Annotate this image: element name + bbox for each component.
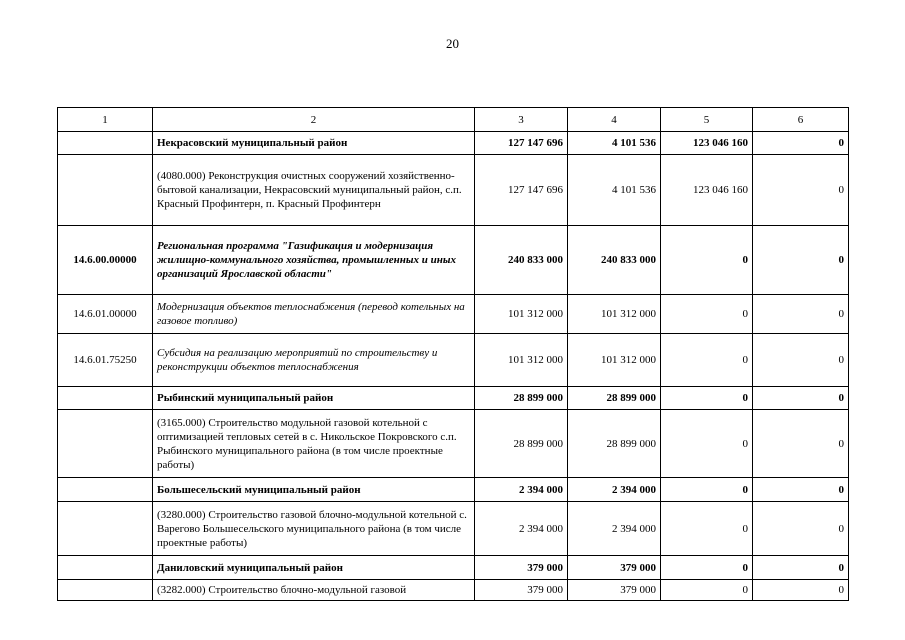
cell-col3: 379 000 xyxy=(475,580,568,601)
cell-col5: 0 xyxy=(661,387,753,410)
cell-col6: 0 xyxy=(753,155,849,226)
cell-col3: 240 833 000 xyxy=(475,226,568,295)
row-code xyxy=(58,410,153,478)
cell-col5: 0 xyxy=(661,556,753,580)
row-name: (3280.000) Строительство газовой блочно-модульной котельной с. Варегово Большесельского муниципального района (в том числе проектные работы) xyxy=(153,502,475,556)
table-row xyxy=(58,502,849,556)
cell-col3: 28 899 000 xyxy=(475,410,568,478)
table-row xyxy=(58,580,849,601)
cell-col5: 0 xyxy=(661,502,753,556)
cell-col4: 240 833 000 xyxy=(568,226,661,295)
cell-col4: 101 312 000 xyxy=(568,334,661,387)
cell-col6: 0 xyxy=(753,502,849,556)
row-code: 14.6.01.00000 xyxy=(58,295,153,334)
cell-col6: 0 xyxy=(753,295,849,334)
row-name: (4080.000) Реконструкция очистных сооружений хозяйственно-бытовой канализации, Некрасовский муниципальный район, с.п. Красный Профинтерн, п. Красный Профинтерн xyxy=(153,155,475,226)
table-row xyxy=(58,387,849,410)
row-code xyxy=(58,155,153,226)
row-code xyxy=(58,556,153,580)
row-code xyxy=(58,132,153,155)
cell-col4: 2 394 000 xyxy=(568,478,661,502)
cell-col6: 0 xyxy=(753,478,849,502)
row-name: (3165.000) Строительство модульной газовой котельной с оптимизацией тепловых сетей в с. Никольское Покровского с.п. Рыбинского муниципального района (в том числе проектные работы) xyxy=(153,410,475,478)
table-row xyxy=(58,556,849,580)
column-header: 5 xyxy=(661,108,753,132)
cell-col5: 0 xyxy=(661,580,753,601)
cell-col6: 0 xyxy=(753,387,849,410)
cell-col5: 123 046 160 xyxy=(661,132,753,155)
row-name: Модернизация объектов теплоснабжения (перевод котельных на газовое топливо) xyxy=(153,295,475,334)
row-code xyxy=(58,502,153,556)
cell-col4: 28 899 000 xyxy=(568,410,661,478)
row-name: Рыбинский муниципальный район xyxy=(153,387,475,410)
cell-col6: 0 xyxy=(753,410,849,478)
cell-col5: 123 046 160 xyxy=(661,155,753,226)
cell-col3: 2 394 000 xyxy=(475,502,568,556)
cell-col5: 0 xyxy=(661,410,753,478)
table-row xyxy=(58,410,849,478)
cell-col3: 101 312 000 xyxy=(475,295,568,334)
row-name: Региональная программа "Газификация и модернизация жилищно-коммунального хозяйства, промышленных и иных организаций Ярославской области" xyxy=(153,226,475,295)
row-code xyxy=(58,478,153,502)
cell-col3: 101 312 000 xyxy=(475,334,568,387)
table-row xyxy=(58,295,849,334)
row-name: Субсидия на реализацию мероприятий по строительству и реконструкции объектов теплоснабжения xyxy=(153,334,475,387)
cell-col3: 28 899 000 xyxy=(475,387,568,410)
cell-col4: 101 312 000 xyxy=(568,295,661,334)
cell-col5: 0 xyxy=(661,295,753,334)
row-name: Большесельский муниципальный район xyxy=(153,478,475,502)
table-row xyxy=(58,132,849,155)
table-row xyxy=(58,478,849,502)
column-header: 1 xyxy=(58,108,153,132)
cell-col3: 2 394 000 xyxy=(475,478,568,502)
column-header: 2 xyxy=(153,108,475,132)
cell-col5: 0 xyxy=(661,334,753,387)
cell-col4: 379 000 xyxy=(568,556,661,580)
cell-col6: 0 xyxy=(753,334,849,387)
cell-col4: 28 899 000 xyxy=(568,387,661,410)
cell-col6: 0 xyxy=(753,226,849,295)
row-name: (3282.000) Строительство блочно-модульной газовой xyxy=(153,580,475,601)
page-number: 20 xyxy=(446,36,459,51)
table-header-row xyxy=(58,108,849,132)
cell-col3: 127 147 696 xyxy=(475,132,568,155)
table-row xyxy=(58,155,849,226)
cell-col3: 127 147 696 xyxy=(475,155,568,226)
row-code xyxy=(58,387,153,410)
cell-col3: 379 000 xyxy=(475,556,568,580)
cell-col5: 0 xyxy=(661,478,753,502)
column-header: 6 xyxy=(753,108,849,132)
cell-col6: 0 xyxy=(753,132,849,155)
column-header: 3 xyxy=(475,108,568,132)
cell-col6: 0 xyxy=(753,580,849,601)
cell-col4: 4 101 536 xyxy=(568,155,661,226)
row-code xyxy=(58,580,153,601)
cell-col6: 0 xyxy=(753,556,849,580)
column-header: 4 xyxy=(568,108,661,132)
row-name: Некрасовский муниципальный район xyxy=(153,132,475,155)
cell-col4: 2 394 000 xyxy=(568,502,661,556)
table-row xyxy=(58,334,849,387)
row-code: 14.6.01.75250 xyxy=(58,334,153,387)
table-row xyxy=(58,226,849,295)
cell-col5: 0 xyxy=(661,226,753,295)
cell-col4: 4 101 536 xyxy=(568,132,661,155)
budget-table xyxy=(57,107,849,601)
cell-col4: 379 000 xyxy=(568,580,661,601)
row-name: Даниловский муниципальный район xyxy=(153,556,475,580)
row-code: 14.6.00.00000 xyxy=(58,226,153,295)
